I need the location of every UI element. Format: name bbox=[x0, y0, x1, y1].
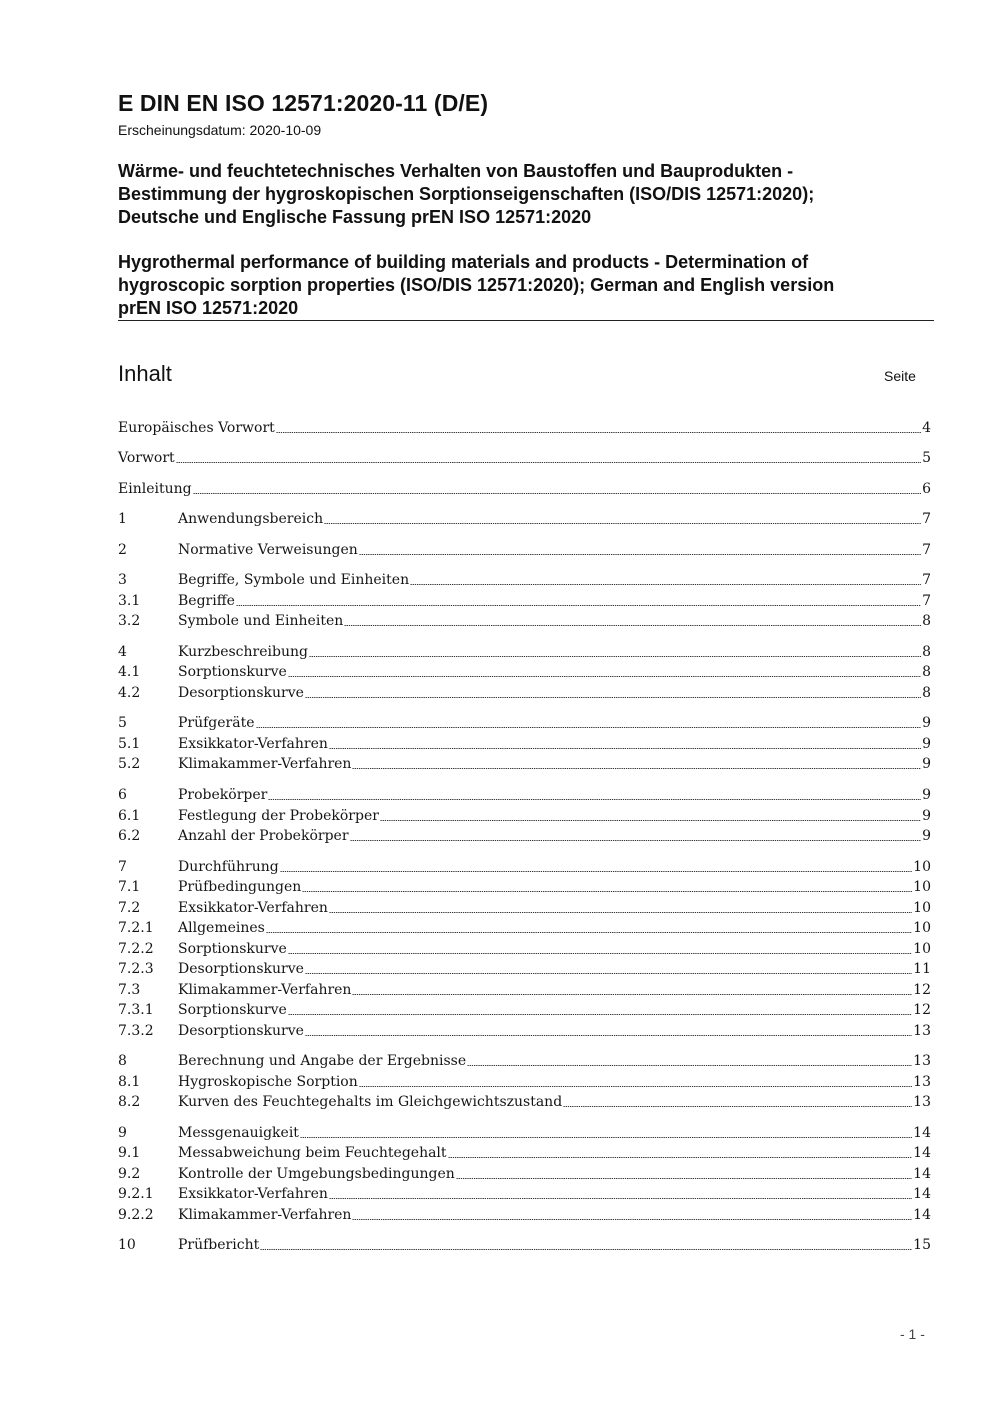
toc-dot-leader bbox=[266, 930, 912, 934]
toc-entry[interactable] bbox=[118, 826, 931, 846]
german-title-line: Deutsche und Englische Fassung prEN ISO 12571:2020 bbox=[118, 207, 592, 227]
toc-dot-leader bbox=[276, 430, 921, 434]
toc-entry-page: 15 bbox=[913, 1237, 931, 1253]
toc-entry-title: Messabweichung beim Feuchtegehalt bbox=[178, 1145, 447, 1161]
toc-dot-leader bbox=[305, 695, 921, 699]
toc-dot-leader bbox=[448, 1155, 913, 1159]
toc-entry-title: Durchführung bbox=[178, 859, 279, 875]
toc-entry-title: Vorwort bbox=[118, 450, 175, 466]
toc-entry-number: 7.3 bbox=[118, 982, 141, 998]
toc-entry-number: 7.2 bbox=[118, 900, 141, 916]
toc-dot-leader bbox=[352, 992, 912, 996]
toc-entry-number: 7.1 bbox=[118, 879, 141, 895]
toc-entry-page: 8 bbox=[922, 664, 931, 680]
toc-entry-page: 9 bbox=[922, 756, 931, 772]
toc-entry-number: 4.1 bbox=[118, 664, 141, 680]
toc-entry-number: 10 bbox=[118, 1237, 136, 1253]
toc-entry[interactable] bbox=[118, 939, 931, 959]
toc-dot-leader bbox=[268, 797, 921, 801]
toc-entry-number: 9.1 bbox=[118, 1145, 141, 1161]
toc-entry-page: 10 bbox=[913, 900, 931, 916]
toc-entry[interactable] bbox=[118, 898, 931, 918]
toc-entry-number: 5 bbox=[118, 715, 127, 731]
english-title-line: Hygrothermal performance of building materials and products - Determination of bbox=[118, 252, 809, 272]
toc-entry-title: Berechnung und Angabe der Ergebnisse bbox=[178, 1053, 467, 1069]
toc-entry-number: 7.2.3 bbox=[118, 961, 154, 977]
toc-entry-page: 10 bbox=[913, 859, 931, 875]
toc-entry-title: Klimakammer-Verfahren bbox=[178, 756, 352, 772]
toc-entry[interactable] bbox=[118, 418, 931, 438]
toc-entry-page: 9 bbox=[922, 828, 931, 844]
toc-entry[interactable] bbox=[118, 857, 931, 877]
toc-entry-number: 1 bbox=[118, 511, 127, 527]
toc-entry-number: 9.2.1 bbox=[118, 1186, 154, 1202]
toc-dot-leader bbox=[329, 746, 921, 750]
toc-entry-page: 7 bbox=[922, 511, 931, 527]
toc-entry-title: Probekörper bbox=[178, 787, 268, 803]
toc-entry[interactable] bbox=[118, 1051, 931, 1071]
toc-dot-leader bbox=[329, 910, 912, 914]
toc-entry-page: 14 bbox=[913, 1186, 931, 1202]
toc-entry-title: Prüfbericht bbox=[178, 1237, 260, 1253]
toc-dot-leader bbox=[456, 1176, 912, 1180]
toc-dot-leader bbox=[305, 1033, 912, 1037]
toc-entry-title: Europäisches Vorwort bbox=[118, 420, 275, 436]
toc-entry-title: Symbole und Einheiten bbox=[178, 613, 344, 629]
toc-dot-leader bbox=[288, 1012, 912, 1016]
toc-entry-page: 12 bbox=[913, 982, 931, 998]
toc-entry-title: Festlegung der Probekörper bbox=[178, 808, 379, 824]
toc-entry-page: 9 bbox=[922, 808, 931, 824]
toc-dot-leader bbox=[352, 1217, 912, 1221]
toc-entry-number: 3.2 bbox=[118, 613, 141, 629]
toc-dot-leader bbox=[302, 889, 912, 893]
toc-entry-page: 9 bbox=[922, 736, 931, 752]
toc-entry[interactable] bbox=[118, 1235, 931, 1255]
toc-entry-page: 10 bbox=[913, 941, 931, 957]
german-title-line: Bestimmung der hygroskopischen Sorptionseigenschaften (ISO/DIS 12571:2020); bbox=[118, 184, 815, 204]
toc-entry-page: 13 bbox=[913, 1023, 931, 1039]
toc-entry[interactable] bbox=[118, 980, 931, 1000]
toc-entry[interactable] bbox=[118, 754, 931, 774]
toc-entry[interactable] bbox=[118, 785, 931, 805]
toc-entry-title: Sorptionskurve bbox=[178, 1002, 287, 1018]
toc-entry[interactable] bbox=[118, 1092, 931, 1112]
toc-entry-title: Klimakammer-Verfahren bbox=[178, 982, 352, 998]
toc-dot-leader bbox=[344, 623, 921, 627]
toc-entry-number: 8 bbox=[118, 1053, 127, 1069]
toc-entry-title: Kontrolle der Umgebungsbedingungen bbox=[178, 1166, 455, 1182]
toc-entry-title: Prüfgeräte bbox=[178, 715, 255, 731]
toc-entry-title: Exsikkator-Verfahren bbox=[178, 736, 328, 752]
toc-entry[interactable] bbox=[118, 479, 931, 499]
toc-dot-leader bbox=[359, 1084, 912, 1088]
toc-dot-leader bbox=[309, 654, 921, 658]
toc-dot-leader bbox=[288, 674, 921, 678]
toc-page-column-label: Seite bbox=[884, 368, 916, 384]
toc-entry-number: 6.2 bbox=[118, 828, 141, 844]
toc-dot-leader bbox=[280, 869, 912, 873]
toc-dot-leader bbox=[193, 491, 922, 495]
toc-dot-leader bbox=[260, 1247, 912, 1251]
toc-entry-title: Messgenauigkeit bbox=[178, 1125, 299, 1141]
toc-entry-title: Begriffe, Symbole und Einheiten bbox=[178, 572, 410, 588]
toc-entry[interactable] bbox=[118, 1021, 931, 1041]
toc-entry-page: 9 bbox=[922, 715, 931, 731]
table-of-contents bbox=[118, 0, 931, 1403]
publication-date: Erscheinungsdatum: 2020-10-09 bbox=[118, 122, 322, 138]
german-title-line: Wärme- und feuchtetechnisches Verhalten von Baustoffen und Bauprodukten - bbox=[118, 161, 794, 181]
toc-entry[interactable] bbox=[118, 1123, 931, 1143]
toc-entry-title: Prüfbedingungen bbox=[178, 879, 302, 895]
toc-entry-number: 9.2.2 bbox=[118, 1207, 154, 1223]
toc-entry[interactable] bbox=[118, 713, 931, 733]
toc-entry-page: 8 bbox=[922, 685, 931, 701]
toc-dot-leader bbox=[300, 1135, 912, 1139]
toc-entry-number: 6 bbox=[118, 787, 127, 803]
toc-entry-page: 10 bbox=[913, 879, 931, 895]
toc-entry-number: 2 bbox=[118, 542, 127, 558]
toc-entry-title: Desorptionskurve bbox=[178, 1023, 304, 1039]
toc-entry-number: 7 bbox=[118, 859, 127, 875]
toc-entry[interactable] bbox=[118, 1000, 931, 1020]
toc-entry-title: Desorptionskurve bbox=[178, 685, 304, 701]
toc-dot-leader bbox=[410, 582, 921, 586]
toc-entry-number: 6.1 bbox=[118, 808, 141, 824]
toc-entry-number: 7.2.1 bbox=[118, 920, 154, 936]
toc-entry[interactable] bbox=[118, 540, 931, 560]
toc-dot-leader bbox=[380, 818, 921, 822]
toc-dot-leader bbox=[350, 838, 922, 842]
toc-entry-page: 10 bbox=[913, 920, 931, 936]
toc-entry-page: 8 bbox=[922, 644, 931, 660]
toc-dot-leader bbox=[329, 1196, 912, 1200]
toc-entry-number: 8.1 bbox=[118, 1074, 141, 1090]
toc-entry-number: 5.1 bbox=[118, 736, 141, 752]
toc-entry-page: 14 bbox=[913, 1166, 931, 1182]
toc-heading: Inhalt bbox=[118, 361, 172, 386]
toc-entry-title: Anzahl der Probekörper bbox=[178, 828, 349, 844]
toc-entry[interactable] bbox=[118, 959, 931, 979]
toc-entry-page: 14 bbox=[913, 1125, 931, 1141]
toc-entry-page: 5 bbox=[922, 450, 931, 466]
toc-entry[interactable] bbox=[118, 591, 931, 611]
toc-entry-number: 4 bbox=[118, 644, 127, 660]
toc-entry-number: 7.3.2 bbox=[118, 1023, 154, 1039]
toc-dot-leader bbox=[288, 951, 912, 955]
toc-dot-leader bbox=[236, 603, 921, 607]
toc-entry-title: Sorptionskurve bbox=[178, 664, 287, 680]
toc-entry-number: 9.2 bbox=[118, 1166, 141, 1182]
toc-entry-number: 8.2 bbox=[118, 1094, 141, 1110]
page-number: - 1 - bbox=[900, 1326, 925, 1342]
toc-entry[interactable] bbox=[118, 1143, 931, 1163]
toc-entry-title: Desorptionskurve bbox=[178, 961, 304, 977]
toc-entry[interactable] bbox=[118, 877, 931, 897]
toc-dot-leader bbox=[359, 552, 921, 556]
english-title-line: hygroscopic sorption properties (ISO/DIS 12571:2020); German and English version bbox=[118, 275, 835, 295]
toc-entry-number: 7.3.1 bbox=[118, 1002, 154, 1018]
toc-entry-title: Kurven des Feuchtegehalts im Gleichgewichtszustand bbox=[178, 1094, 563, 1110]
toc-entry[interactable] bbox=[118, 806, 931, 826]
toc-entry-page: 14 bbox=[913, 1145, 931, 1161]
toc-entry[interactable] bbox=[118, 509, 931, 529]
document-id: E DIN EN ISO 12571:2020-11 (D/E) bbox=[118, 90, 489, 116]
toc-entry-number: 3 bbox=[118, 572, 127, 588]
toc-entry[interactable] bbox=[118, 642, 931, 662]
toc-entry-number: 7.2.2 bbox=[118, 941, 154, 957]
toc-entry[interactable] bbox=[118, 1072, 931, 1092]
toc-entry-page: 7 bbox=[922, 572, 931, 588]
toc-entry-title: Klimakammer-Verfahren bbox=[178, 1207, 352, 1223]
toc-entry-page: 8 bbox=[922, 613, 931, 629]
toc-dot-leader bbox=[305, 971, 912, 975]
toc-entry-title: Kurzbeschreibung bbox=[178, 644, 308, 660]
toc-entry-page: 7 bbox=[922, 542, 931, 558]
toc-entry[interactable] bbox=[118, 611, 931, 631]
toc-entry-page: 6 bbox=[922, 481, 931, 497]
toc-entry-title: Sorptionskurve bbox=[178, 941, 287, 957]
toc-entry[interactable] bbox=[118, 570, 931, 590]
toc-entry-number: 5.2 bbox=[118, 756, 141, 772]
toc-entry-number: 3.1 bbox=[118, 593, 141, 609]
toc-entry[interactable] bbox=[118, 1164, 931, 1184]
toc-dot-leader bbox=[256, 725, 922, 729]
toc-entry[interactable] bbox=[118, 1205, 931, 1225]
toc-entry-title: Anwendungsbereich bbox=[178, 511, 324, 527]
toc-entry-page: 13 bbox=[913, 1074, 931, 1090]
toc-entry-page: 14 bbox=[913, 1207, 931, 1223]
toc-entry[interactable] bbox=[118, 1184, 931, 1204]
toc-entry-page: 7 bbox=[922, 593, 931, 609]
toc-entry-page: 9 bbox=[922, 787, 931, 803]
toc-dot-leader bbox=[467, 1063, 912, 1067]
toc-entry-page: 12 bbox=[913, 1002, 931, 1018]
toc-entry-title: Hygroskopische Sorption bbox=[178, 1074, 358, 1090]
english-title-line: prEN ISO 12571:2020 bbox=[118, 298, 299, 318]
toc-entry[interactable] bbox=[118, 683, 931, 703]
toc-entry-title: Exsikkator-Verfahren bbox=[178, 1186, 328, 1202]
toc-dot-leader bbox=[176, 460, 921, 464]
toc-entry[interactable] bbox=[118, 918, 931, 938]
toc-dot-leader bbox=[324, 521, 921, 525]
toc-entry-title: Begriffe bbox=[178, 593, 235, 609]
toc-entry-title: Allgemeines bbox=[178, 920, 265, 936]
toc-dot-leader bbox=[352, 766, 921, 770]
toc-entry-title: Exsikkator-Verfahren bbox=[178, 900, 328, 916]
toc-entry-title: Normative Verweisungen bbox=[178, 542, 358, 558]
toc-dot-leader bbox=[563, 1104, 912, 1108]
toc-entry-page: 13 bbox=[913, 1094, 931, 1110]
toc-entry[interactable] bbox=[118, 662, 931, 682]
toc-entry-number: 4.2 bbox=[118, 685, 141, 701]
toc-entry[interactable] bbox=[118, 734, 931, 754]
toc-entry-page: 11 bbox=[913, 961, 931, 977]
toc-entry-number: 9 bbox=[118, 1125, 127, 1141]
toc-entry[interactable] bbox=[118, 448, 931, 468]
toc-entry-page: 13 bbox=[913, 1053, 931, 1069]
toc-entry-page: 4 bbox=[922, 420, 931, 436]
toc-entry-title: Einleitung bbox=[118, 481, 192, 497]
